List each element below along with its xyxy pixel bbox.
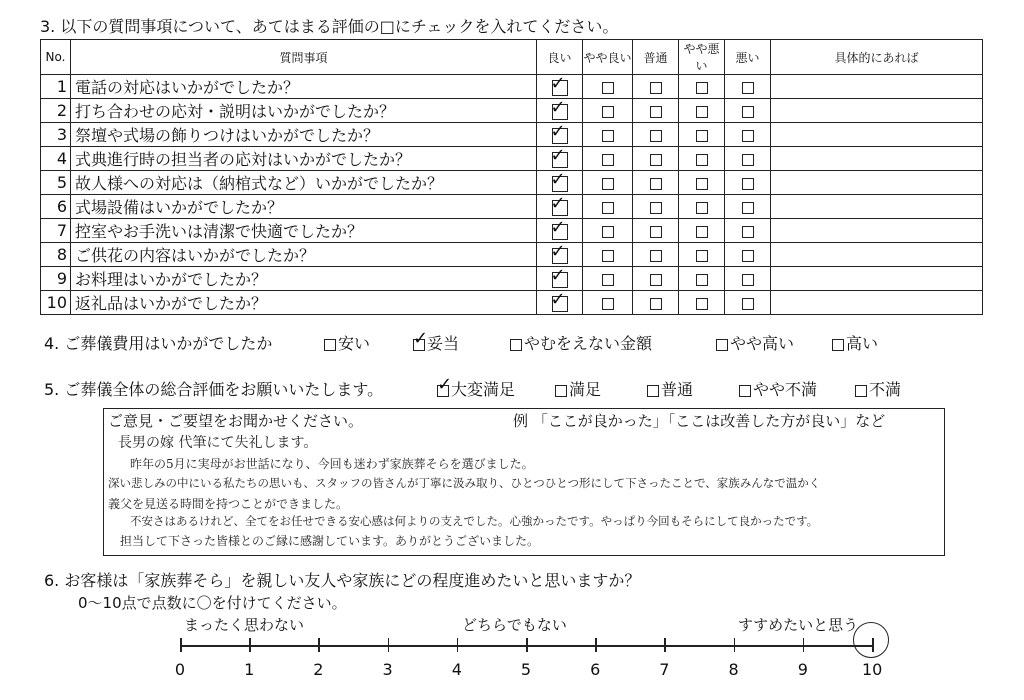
rating-cell[interactable]	[583, 195, 633, 219]
scale-tick-label[interactable]: 7	[659, 660, 670, 679]
checkbox-icon	[647, 385, 659, 397]
checkbox-icon	[832, 339, 844, 351]
rating-cell[interactable]	[679, 147, 725, 171]
checked-box-icon	[552, 272, 568, 288]
header-no: No.	[41, 40, 71, 75]
scale-tick-label[interactable]: 9	[797, 660, 808, 679]
checkbox-icon	[650, 226, 662, 238]
header-details: 具体的にあれば	[771, 40, 983, 75]
q4-option-fairly-expensive[interactable]: やや高い	[716, 331, 794, 354]
scale-label-right: すすめたいと思う	[738, 616, 859, 634]
checked-box-icon	[552, 80, 568, 96]
details-cell[interactable]	[771, 75, 983, 99]
checkbox-icon	[650, 298, 662, 310]
checkbox-icon	[324, 339, 336, 351]
rating-cell[interactable]	[583, 147, 633, 171]
scale-tick	[595, 638, 597, 652]
scale-tick	[388, 638, 390, 652]
scale-tick	[526, 638, 528, 652]
checked-box-icon	[552, 128, 568, 144]
q4-option-unavoidable[interactable]: やむをえない金額	[510, 331, 652, 354]
q5-option-very-satisfied[interactable]: ✓ 大変満足	[437, 377, 515, 400]
rating-cell[interactable]	[583, 243, 633, 267]
checkbox-icon	[742, 298, 754, 310]
rating-cell[interactable]	[679, 267, 725, 291]
header-question: 質問事項	[71, 40, 537, 75]
question-text: 式場設備はいかがでしたか？	[71, 195, 537, 219]
checkbox-icon	[696, 226, 708, 238]
header-good: 良い	[537, 40, 583, 75]
scale-tick-label[interactable]: 1	[244, 660, 255, 679]
rating-cell[interactable]	[633, 195, 679, 219]
row-number: 4	[41, 147, 71, 171]
checkbox-icon	[602, 178, 614, 190]
checkbox-icon	[602, 130, 614, 142]
checked-box-icon	[437, 385, 449, 397]
rating-cell[interactable]	[679, 219, 725, 243]
checkbox-icon	[742, 154, 754, 166]
q5-option-satisfied[interactable]: 満足	[555, 377, 601, 400]
checkbox-icon	[650, 202, 662, 214]
details-cell[interactable]	[771, 243, 983, 267]
header-fairly-good: やや良い	[583, 40, 633, 75]
rating-cell[interactable]	[537, 243, 583, 267]
details-cell[interactable]	[771, 147, 983, 171]
q5-title: 5. ご葬儀全体の総合評価をお願いいたします。	[44, 380, 384, 399]
rating-cell[interactable]	[679, 99, 725, 123]
scale-tick	[180, 638, 182, 652]
rating-cell[interactable]	[725, 291, 771, 315]
checked-box-icon	[552, 152, 568, 168]
checked-box-icon	[413, 339, 425, 351]
header-bad: 悪い	[725, 40, 771, 75]
rating-cell[interactable]	[725, 147, 771, 171]
checkbox-icon	[696, 298, 708, 310]
checkbox-icon	[650, 250, 662, 262]
details-cell[interactable]	[771, 267, 983, 291]
rating-cell[interactable]	[633, 171, 679, 195]
question-text: 控室やお手洗いは清潔で快適でしたか？	[71, 219, 537, 243]
checkbox-icon	[696, 178, 708, 190]
scale-tick-label[interactable]: 5	[520, 660, 532, 679]
question-text: 電話の対応はいかがでしたか？	[71, 75, 537, 99]
rating-cell[interactable]	[633, 243, 679, 267]
scale-tick	[457, 638, 459, 652]
scale-tick-label[interactable]: 3	[382, 660, 393, 679]
scale-tick	[734, 638, 736, 652]
rating-cell[interactable]	[679, 75, 725, 99]
question-text: 返礼品はいかがでしたか？	[71, 291, 537, 315]
rating-cell[interactable]	[537, 291, 583, 315]
checkbox-icon	[742, 130, 754, 142]
rating-cell[interactable]	[679, 243, 725, 267]
comment-prompt: ご意見・ご要望をお聞かせください。	[108, 412, 364, 430]
rating-cell[interactable]	[725, 243, 771, 267]
header-fairly-bad: やや悪い	[679, 40, 725, 75]
rating-cell[interactable]	[725, 219, 771, 243]
details-cell[interactable]	[771, 171, 983, 195]
checkbox-icon	[510, 339, 522, 351]
q4-option-expensive[interactable]: 高い	[832, 331, 878, 354]
checkbox-icon	[742, 250, 754, 262]
row-number: 3	[41, 123, 71, 147]
table-row	[41, 195, 983, 219]
q4-option-reasonable[interactable]: ✓ 妥当	[413, 331, 459, 354]
rating-cell[interactable]	[679, 195, 725, 219]
details-cell[interactable]	[771, 99, 983, 123]
details-cell[interactable]	[771, 123, 983, 147]
comment-line-5: 不安さはあるけれど、全てをお任せできる安心感は何よりの支えでした。心強かったです。やっぱり今回もそらにして良かったです。	[130, 514, 819, 528]
question-text: ご供花の内容はいかがでしたか？	[71, 243, 537, 267]
rating-cell[interactable]	[725, 99, 771, 123]
q3-title: 3. 以下の質問事項について、あてはまる評価の□にチェックを入れてください。	[40, 17, 619, 36]
checkbox-icon	[650, 178, 662, 190]
comment-line-4: 義父を見送る時間を持つことができました。	[108, 497, 349, 511]
selected-score-circle	[853, 622, 889, 658]
details-cell[interactable]	[771, 195, 983, 219]
q5-option-normal[interactable]: 普通	[647, 377, 693, 400]
checkbox-icon	[742, 202, 754, 214]
row-number: 9	[41, 267, 71, 291]
rating-cell[interactable]	[583, 123, 633, 147]
table-row	[41, 243, 983, 267]
checkbox-icon	[650, 274, 662, 286]
checkbox-icon	[742, 226, 754, 238]
checkbox-icon	[742, 178, 754, 190]
rating-cell[interactable]	[725, 267, 771, 291]
checkbox-icon	[855, 385, 867, 397]
rating-cell[interactable]	[679, 171, 725, 195]
scale-label-left: まったく思わない	[184, 616, 305, 634]
scale-label-mid: どちらでもない	[462, 616, 567, 634]
scale-tick-label[interactable]: 4	[451, 660, 462, 679]
checkbox-icon	[602, 274, 614, 286]
checkbox-icon	[650, 130, 662, 142]
rating-cell[interactable]	[537, 171, 583, 195]
scale-tick-label[interactable]: 10	[862, 660, 883, 679]
q5-option-fairly-dissatisfied[interactable]: やや不満	[739, 377, 817, 400]
table-row	[41, 291, 983, 315]
rating-cell[interactable]	[633, 219, 679, 243]
question-text: 故人様への対応は（納棺式など）いかがでしたか？	[71, 171, 537, 195]
checked-box-icon	[552, 248, 568, 264]
rating-cell[interactable]	[679, 123, 725, 147]
header-normal: 普通	[633, 40, 679, 75]
checkbox-icon	[650, 154, 662, 166]
row-number: 2	[41, 99, 71, 123]
scale-tick-label[interactable]: 8	[728, 660, 739, 679]
details-cell[interactable]	[771, 219, 983, 243]
checked-box-icon	[552, 104, 568, 120]
checkbox-icon	[602, 226, 614, 238]
rating-cell[interactable]	[679, 291, 725, 315]
scale-tick-label[interactable]: 2	[313, 660, 324, 679]
scale-tick	[249, 638, 251, 652]
q5-option-dissatisfied[interactable]: 不満	[855, 377, 901, 400]
checkbox-icon	[696, 82, 708, 94]
scale-tick	[803, 638, 805, 652]
rating-cell[interactable]	[725, 123, 771, 147]
q4-option-cheap[interactable]: 安い	[324, 331, 370, 354]
checkbox-icon	[696, 274, 708, 286]
comment-line-2: 昨年の5月に実母がお世話になり、今回も迷わず家族葬そらを選びました。	[130, 457, 534, 471]
checkbox-icon	[602, 154, 614, 166]
checkbox-icon	[696, 202, 708, 214]
checkbox-icon	[650, 82, 662, 94]
table-row	[41, 123, 983, 147]
rating-cell[interactable]	[633, 267, 679, 291]
details-cell[interactable]	[771, 291, 983, 315]
rating-cell[interactable]	[725, 195, 771, 219]
table-row	[41, 219, 983, 243]
rating-cell[interactable]	[537, 123, 583, 147]
checkbox-icon	[696, 154, 708, 166]
scale-tick	[318, 638, 320, 652]
question-text: 式典進行時の担当者の応対はいかがでしたか？	[71, 147, 537, 171]
row-number: 5	[41, 171, 71, 195]
checked-box-icon	[552, 224, 568, 240]
rating-cell[interactable]	[583, 219, 633, 243]
checkbox-icon	[696, 130, 708, 142]
scale-tick-label[interactable]: 0	[174, 660, 186, 679]
rating-cell[interactable]	[725, 75, 771, 99]
table-row	[41, 147, 983, 171]
checkbox-icon	[742, 82, 754, 94]
checkbox-icon	[739, 385, 751, 397]
row-number: 1	[41, 75, 71, 99]
rating-cell[interactable]	[583, 267, 633, 291]
checked-box-icon	[552, 200, 568, 216]
checkbox-icon	[602, 250, 614, 262]
checkbox-icon	[555, 385, 567, 397]
question-text: 祭壇や式場の飾りつけはいかがでしたか？	[71, 123, 537, 147]
checkbox-icon	[602, 298, 614, 310]
rating-cell[interactable]	[583, 171, 633, 195]
checkbox-icon	[602, 202, 614, 214]
comment-example: 例 「ここが良かった」「ここは改善した方が良い」など	[513, 412, 886, 430]
rating-cell[interactable]	[633, 147, 679, 171]
question-text: 打ち合わせの応対・説明はいかがでしたか？	[71, 99, 537, 123]
checkbox-icon	[602, 106, 614, 118]
checkbox-icon	[602, 82, 614, 94]
rating-cell[interactable]	[633, 99, 679, 123]
rating-cell[interactable]	[633, 291, 679, 315]
rating-table	[40, 39, 983, 315]
table-row	[41, 75, 983, 99]
rating-cell[interactable]	[583, 291, 633, 315]
scale-tick-label[interactable]: 6	[590, 660, 601, 679]
rating-cell[interactable]	[537, 267, 583, 291]
checkbox-icon	[650, 106, 662, 118]
row-number: 7	[41, 219, 71, 243]
checkbox-icon	[742, 106, 754, 118]
q6-title: 6. お客様は「家族葬そら」を親しい友人や家族にどの程度進めたいと思いますか？	[44, 571, 641, 590]
question-text: お料理はいかがでしたか？	[71, 267, 537, 291]
comment-line-1: 長男の嫁 代筆にて失礼します。	[118, 435, 318, 451]
table-row	[41, 267, 983, 291]
row-number: 6	[41, 195, 71, 219]
rating-cell[interactable]	[583, 75, 633, 99]
rating-cell[interactable]	[537, 75, 583, 99]
rating-cell[interactable]	[633, 75, 679, 99]
checkbox-icon	[696, 250, 708, 262]
checkbox-icon	[742, 274, 754, 286]
comment-line-3: 深い悲しみの中にいる私たちの思いも、スタッフの皆さんが丁寧に汲み取り、ひとつひとつ形にして下さったことで、家族みんなで温かく	[108, 476, 821, 490]
rating-cell[interactable]	[725, 171, 771, 195]
row-number: 8	[41, 243, 71, 267]
checked-box-icon	[552, 176, 568, 192]
row-number: 10	[41, 291, 71, 315]
table-row	[41, 99, 983, 123]
rating-cell[interactable]	[537, 99, 583, 123]
rating-cell[interactable]	[633, 123, 679, 147]
checkbox-icon	[716, 339, 728, 351]
checked-box-icon	[552, 296, 568, 312]
rating-cell[interactable]	[537, 219, 583, 243]
checkbox-icon	[696, 106, 708, 118]
rating-cell[interactable]	[537, 195, 583, 219]
q6-subtitle: 0〜10点で点数に〇を付けてください。	[78, 594, 347, 612]
table-row	[41, 171, 983, 195]
comment-line-6: 担当して下さった皆様とのご縁に感謝しています。ありがとうございました。	[120, 534, 540, 548]
q4-title: 4. ご葬儀費用はいかがでしたか	[44, 334, 273, 353]
rating-cell[interactable]	[583, 99, 633, 123]
rating-cell[interactable]	[537, 147, 583, 171]
scale-tick	[664, 638, 666, 652]
